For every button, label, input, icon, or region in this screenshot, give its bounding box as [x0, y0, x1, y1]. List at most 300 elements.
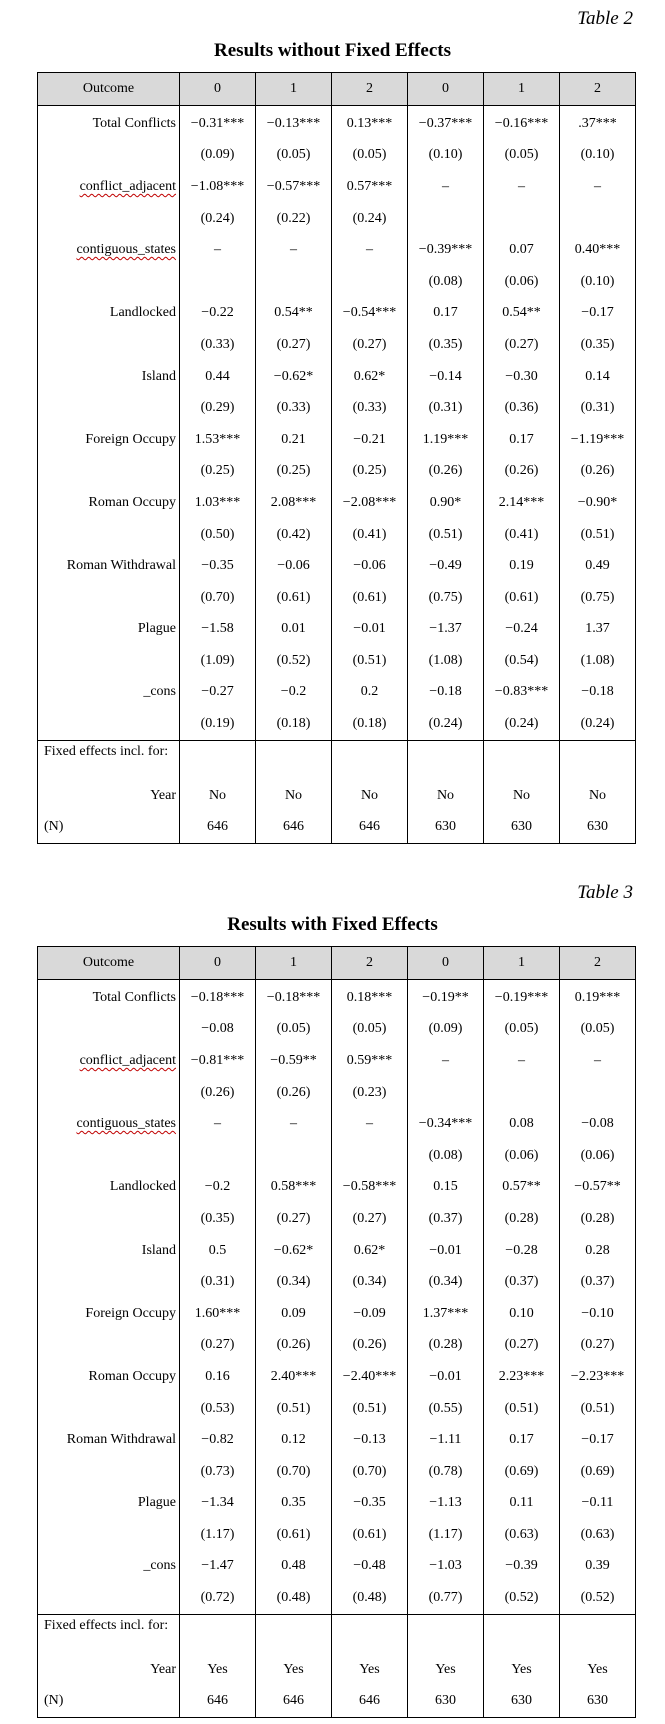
coefficient-cell: −0.59**: [256, 1045, 332, 1077]
std-error-cell: (0.08): [408, 1140, 484, 1172]
std-error-row: [38, 1519, 636, 1551]
std-error-cell: (0.51): [332, 645, 408, 677]
variable-label: Roman Occupy: [38, 487, 180, 519]
std-error-cell: (0.05): [256, 140, 332, 172]
n-cell: 630: [484, 1685, 560, 1717]
coefficient-cell: –: [560, 1045, 636, 1077]
std-error-cell: [560, 1077, 636, 1109]
variable-label: _cons: [38, 677, 180, 709]
std-error-cell: (0.52): [484, 1582, 560, 1614]
coefficient-cell: −0.34***: [408, 1108, 484, 1140]
header-cell: 2: [560, 73, 636, 106]
coefficient-cell: –: [332, 234, 408, 266]
std-error-cell: (0.27): [484, 329, 560, 361]
std-error-cell: (0.10): [408, 140, 484, 172]
coefficient-cell: −0.83***: [484, 677, 560, 709]
table-number: Table 3: [577, 882, 633, 903]
coefficient-cell: 0.17: [408, 298, 484, 330]
coefficient-cell: −0.54***: [332, 298, 408, 330]
header-cell: 1: [484, 73, 560, 106]
regression-table: [37, 946, 636, 1718]
variable-label-spacer: [38, 1519, 180, 1551]
std-error-cell: (0.75): [560, 582, 636, 614]
variable-label: _cons: [38, 1551, 180, 1583]
coefficient-row: [38, 1488, 636, 1520]
coefficient-cell: 0.09: [256, 1298, 332, 1330]
coefficient-cell: 0.35: [256, 1488, 332, 1520]
variable-label-spacer: [38, 456, 180, 488]
std-error-cell: (0.26): [256, 1077, 332, 1109]
std-error-row: [38, 519, 636, 551]
year-cell: Yes: [180, 1654, 256, 1686]
std-error-cell: (0.18): [332, 708, 408, 740]
coefficient-cell: −0.24: [484, 614, 560, 646]
variable-label-spacer: [38, 392, 180, 424]
header-cell: 2: [332, 947, 408, 980]
coefficient-cell: 0.28: [560, 1235, 636, 1267]
n-label: (N): [38, 1685, 180, 1717]
std-error-cell: (0.61): [332, 1519, 408, 1551]
std-error-cell: (0.10): [560, 140, 636, 172]
header-cell: 0: [408, 73, 484, 106]
std-error-cell: (0.73): [180, 1456, 256, 1488]
std-error-cell: (0.26): [332, 1330, 408, 1362]
variable-label-spacer: [38, 1456, 180, 1488]
coefficient-cell: −0.19***: [484, 980, 560, 1014]
coefficient-cell: −1.37: [408, 614, 484, 646]
std-error-cell: (0.31): [560, 392, 636, 424]
coefficient-cell: −0.35: [332, 1488, 408, 1520]
std-error-row: [38, 392, 636, 424]
std-error-cell: (1.08): [560, 645, 636, 677]
variable-label: Island: [38, 361, 180, 393]
std-error-row: [38, 203, 636, 235]
std-error-cell: (0.26): [484, 456, 560, 488]
std-error-cell: (0.26): [180, 1077, 256, 1109]
coefficient-cell: −0.19**: [408, 980, 484, 1014]
std-error-cell: (0.51): [560, 519, 636, 551]
coefficient-row: [38, 106, 636, 140]
std-error-cell: (0.33): [256, 392, 332, 424]
coefficient-row: [38, 424, 636, 456]
n-cell: 630: [484, 811, 560, 843]
std-error-cell: (0.77): [408, 1582, 484, 1614]
n-cell: 646: [180, 811, 256, 843]
n-cell: 630: [560, 1685, 636, 1717]
coefficient-cell: −2.23***: [560, 1361, 636, 1393]
std-error-cell: (0.52): [560, 1582, 636, 1614]
year-cell: No: [408, 780, 484, 812]
n-cell: 646: [256, 1685, 332, 1717]
std-error-cell: (0.63): [484, 1519, 560, 1551]
variable-label: Plague: [38, 1488, 180, 1520]
coefficient-cell: 0.57**: [484, 1172, 560, 1204]
variable-label: Foreign Occupy: [38, 1298, 180, 1330]
std-error-cell: (0.06): [560, 1140, 636, 1172]
std-error-cell: (0.51): [560, 1393, 636, 1425]
coefficient-cell: −0.17: [560, 298, 636, 330]
std-error-cell: (0.31): [180, 1266, 256, 1298]
coefficient-cell: 0.07: [484, 234, 560, 266]
variable-label: contiguous_states: [38, 234, 180, 266]
std-error-cell: (0.27): [484, 1330, 560, 1362]
header-cell: 2: [560, 947, 636, 980]
variable-label: Island: [38, 1235, 180, 1267]
coefficient-cell: 1.03***: [180, 487, 256, 519]
std-error-cell: (0.27): [180, 1330, 256, 1362]
coefficient-cell: 0.13***: [332, 106, 408, 140]
coefficient-cell: 0.62*: [332, 1235, 408, 1267]
coefficient-cell: −0.10: [560, 1298, 636, 1330]
std-error-cell: (0.27): [332, 1203, 408, 1235]
coefficient-cell: −0.27: [180, 677, 256, 709]
variable-label: Roman Occupy: [38, 1361, 180, 1393]
coefficient-cell: −0.30: [484, 361, 560, 393]
coefficient-cell: −1.34: [180, 1488, 256, 1520]
coefficient-cell: −0.22: [180, 298, 256, 330]
std-error-cell: (0.35): [560, 329, 636, 361]
std-error-cell: (0.51): [256, 1393, 332, 1425]
std-error-cell: (0.35): [408, 329, 484, 361]
year-cell: Yes: [256, 1654, 332, 1686]
coefficient-cell: −0.18***: [256, 980, 332, 1014]
coefficient-cell: 0.40***: [560, 234, 636, 266]
std-error-cell: [484, 1077, 560, 1109]
std-error-cell: (0.24): [484, 708, 560, 740]
std-error-cell: (0.28): [408, 1330, 484, 1362]
coefficient-cell: −0.82: [180, 1424, 256, 1456]
coefficient-row: [38, 361, 636, 393]
coefficient-row: [38, 1172, 636, 1204]
std-error-row: [38, 329, 636, 361]
coefficient-cell: −1.08***: [180, 171, 256, 203]
table-title: Results with Fixed Effects: [227, 914, 438, 935]
std-error-cell: (0.28): [560, 1203, 636, 1235]
coefficient-cell: 2.08***: [256, 487, 332, 519]
std-error-row: [38, 1014, 636, 1046]
std-error-cell: (1.17): [180, 1519, 256, 1551]
coefficient-cell: −0.49: [408, 550, 484, 582]
year-label: Year: [38, 780, 180, 812]
std-error-cell: (0.27): [560, 1330, 636, 1362]
coefficient-cell: −1.13: [408, 1488, 484, 1520]
coefficient-cell: −0.28: [484, 1235, 560, 1267]
header-cell: Outcome: [38, 947, 180, 980]
header-cell: Outcome: [38, 73, 180, 106]
coefficient-cell: −0.13***: [256, 106, 332, 140]
std-error-cell: (0.36): [484, 392, 560, 424]
coefficient-row: [38, 1045, 636, 1077]
coefficient-cell: 0.19***: [560, 980, 636, 1014]
variable-label-spacer: [38, 203, 180, 235]
coefficient-cell: −0.2: [180, 1172, 256, 1204]
std-error-cell: (0.61): [484, 582, 560, 614]
header-row: [38, 947, 636, 980]
std-error-cell: (0.05): [484, 140, 560, 172]
coefficient-row: [38, 1108, 636, 1140]
coefficient-row: [38, 487, 636, 519]
n-cell: 630: [408, 811, 484, 843]
std-error-row: [38, 1582, 636, 1614]
coefficient-cell: −0.06: [256, 550, 332, 582]
std-error-cell: (0.41): [332, 519, 408, 551]
coefficient-cell: −0.21: [332, 424, 408, 456]
variable-label-spacer: [38, 519, 180, 551]
variable-label: Landlocked: [38, 1172, 180, 1204]
coefficient-cell: −0.37***: [408, 106, 484, 140]
std-error-cell: (0.63): [560, 1519, 636, 1551]
fixed-effects-row: [38, 1614, 636, 1654]
std-error-cell: [560, 203, 636, 235]
coefficient-cell: −0.18***: [180, 980, 256, 1014]
coefficient-cell: 1.19***: [408, 424, 484, 456]
std-error-cell: [332, 1140, 408, 1172]
std-error-cell: (0.50): [180, 519, 256, 551]
coefficient-cell: 0.18***: [332, 980, 408, 1014]
variable-label-spacer: [38, 708, 180, 740]
n-cell: 646: [180, 1685, 256, 1717]
variable-label: Landlocked: [38, 298, 180, 330]
std-error-cell: (0.34): [408, 1266, 484, 1298]
coefficient-cell: –: [256, 234, 332, 266]
std-error-row: [38, 1266, 636, 1298]
std-error-cell: (0.55): [408, 1393, 484, 1425]
coefficient-cell: −0.13: [332, 1424, 408, 1456]
std-error-cell: [256, 266, 332, 298]
year-cell: Yes: [332, 1654, 408, 1686]
coefficient-cell: 0.57***: [332, 171, 408, 203]
coefficient-cell: −2.08***: [332, 487, 408, 519]
std-error-cell: (0.27): [256, 329, 332, 361]
std-error-cell: (0.10): [560, 266, 636, 298]
coefficient-cell: 0.19: [484, 550, 560, 582]
variable-label-spacer: [38, 1582, 180, 1614]
std-error-cell: (0.37): [408, 1203, 484, 1235]
std-error-cell: (0.42): [256, 519, 332, 551]
year-cell: No: [256, 780, 332, 812]
std-error-cell: (0.61): [256, 582, 332, 614]
coefficient-cell: 0.01: [256, 614, 332, 646]
coefficient-cell: 0.62*: [332, 361, 408, 393]
std-error-cell: (0.27): [332, 329, 408, 361]
coefficient-cell: −0.39***: [408, 234, 484, 266]
std-error-cell: [408, 203, 484, 235]
std-error-cell: (0.05): [484, 1014, 560, 1046]
std-error-cell: (0.70): [256, 1456, 332, 1488]
coefficient-cell: 0.10: [484, 1298, 560, 1330]
std-error-cell: (0.70): [180, 582, 256, 614]
std-error-cell: [332, 266, 408, 298]
std-error-cell: (0.09): [180, 140, 256, 172]
coefficient-cell: −0.18: [408, 677, 484, 709]
coefficient-row: [38, 234, 636, 266]
coefficient-cell: −1.19***: [560, 424, 636, 456]
coefficient-cell: 0.16: [180, 1361, 256, 1393]
coefficient-cell: −0.01: [408, 1235, 484, 1267]
std-error-cell: (0.78): [408, 1456, 484, 1488]
std-error-cell: (0.05): [256, 1014, 332, 1046]
coefficient-row: [38, 298, 636, 330]
header-cell: 1: [256, 73, 332, 106]
coefficient-cell: –: [484, 1045, 560, 1077]
std-error-cell: (1.08): [408, 645, 484, 677]
std-error-cell: (0.48): [256, 1582, 332, 1614]
coefficient-cell: 1.37***: [408, 1298, 484, 1330]
year-cell: Yes: [560, 1654, 636, 1686]
year-cell: Yes: [484, 1654, 560, 1686]
std-error-cell: (0.06): [484, 1140, 560, 1172]
std-error-cell: (1.17): [408, 1519, 484, 1551]
coefficient-cell: 0.12: [256, 1424, 332, 1456]
variable-label-spacer: [38, 1077, 180, 1109]
std-error-row: [38, 1456, 636, 1488]
std-error-cell: (0.25): [332, 456, 408, 488]
std-error-cell: (0.51): [408, 519, 484, 551]
std-error-cell: (0.06): [484, 266, 560, 298]
coefficient-row: [38, 171, 636, 203]
coefficient-cell: –: [560, 171, 636, 203]
coefficient-cell: 0.08: [484, 1108, 560, 1140]
n-cell: 646: [332, 1685, 408, 1717]
coefficient-cell: −0.81***: [180, 1045, 256, 1077]
coefficient-cell: −1.47: [180, 1551, 256, 1583]
coefficient-cell: 1.60***: [180, 1298, 256, 1330]
std-error-cell: (0.34): [332, 1266, 408, 1298]
coefficient-cell: 1.53***: [180, 424, 256, 456]
variable-label-spacer: [38, 1266, 180, 1298]
coefficient-cell: 0.90*: [408, 487, 484, 519]
std-error-cell: [484, 203, 560, 235]
variable-label-spacer: [38, 645, 180, 677]
std-error-cell: (0.54): [484, 645, 560, 677]
std-error-cell: (0.53): [180, 1393, 256, 1425]
coefficient-cell: 2.40***: [256, 1361, 332, 1393]
year-label: Year: [38, 1654, 180, 1686]
std-error-cell: (0.24): [560, 708, 636, 740]
coefficient-cell: 0.39: [560, 1551, 636, 1583]
coefficient-row: [38, 1235, 636, 1267]
variable-label-spacer: [38, 1014, 180, 1046]
std-error-cell: (0.25): [256, 456, 332, 488]
coefficient-cell: 0.17: [484, 424, 560, 456]
n-cell: 630: [560, 811, 636, 843]
coefficient-cell: −0.09: [332, 1298, 408, 1330]
coefficient-row: [38, 1551, 636, 1583]
coefficient-cell: 0.17: [484, 1424, 560, 1456]
std-error-cell: (0.26): [560, 456, 636, 488]
variable-label: conflict_adjacent: [38, 171, 180, 203]
coefficient-row: [38, 614, 636, 646]
coefficient-cell: −0.14: [408, 361, 484, 393]
coefficient-cell: −0.06: [332, 550, 408, 582]
year-cell: No: [484, 780, 560, 812]
coefficient-cell: −1.58: [180, 614, 256, 646]
header-cell: 0: [408, 947, 484, 980]
coefficient-cell: −2.40***: [332, 1361, 408, 1393]
std-error-row: [38, 645, 636, 677]
coefficient-cell: 0.11: [484, 1488, 560, 1520]
coefficient-cell: −0.35: [180, 550, 256, 582]
variable-label: Total Conflicts: [38, 980, 180, 1014]
std-error-row: [38, 582, 636, 614]
variable-label: Roman Withdrawal: [38, 1424, 180, 1456]
std-error-cell: (0.08): [408, 266, 484, 298]
coefficient-cell: 2.23***: [484, 1361, 560, 1393]
std-error-cell: [256, 1140, 332, 1172]
std-error-cell: (0.25): [180, 456, 256, 488]
std-error-cell: (0.22): [256, 203, 332, 235]
table-title: Results without Fixed Effects: [214, 40, 451, 61]
coefficient-cell: −0.58***: [332, 1172, 408, 1204]
year-cell: No: [332, 780, 408, 812]
coefficient-cell: −0.57**: [560, 1172, 636, 1204]
coefficient-cell: −1.11: [408, 1424, 484, 1456]
coefficient-cell: −0.18: [560, 677, 636, 709]
coefficient-cell: −0.90*: [560, 487, 636, 519]
coefficient-cell: –: [332, 1108, 408, 1140]
variable-label-spacer: [38, 329, 180, 361]
coefficient-cell: 0.5: [180, 1235, 256, 1267]
std-error-row: [38, 1077, 636, 1109]
coefficient-cell: 0.14: [560, 361, 636, 393]
header-row: [38, 73, 636, 106]
std-error-cell: (0.35): [180, 1203, 256, 1235]
std-error-cell: (0.75): [408, 582, 484, 614]
table-body: [38, 106, 636, 741]
std-error-cell: (0.69): [560, 1456, 636, 1488]
table-body: [38, 980, 636, 1615]
coefficient-cell: −0.62*: [256, 361, 332, 393]
std-error-cell: (0.51): [484, 1393, 560, 1425]
std-error-row: [38, 456, 636, 488]
year-cell: Yes: [408, 1654, 484, 1686]
coefficient-row: [38, 980, 636, 1014]
year-row: [38, 1654, 636, 1686]
n-cell: 630: [408, 1685, 484, 1717]
std-error-row: [38, 708, 636, 740]
year-row: [38, 780, 636, 812]
std-error-cell: (0.09): [408, 1014, 484, 1046]
std-error-cell: (0.26): [256, 1330, 332, 1362]
coefficient-cell: −0.31***: [180, 106, 256, 140]
std-error-row: [38, 1393, 636, 1425]
coefficient-cell: −0.17: [560, 1424, 636, 1456]
coefficient-cell: −0.48: [332, 1551, 408, 1583]
coefficient-cell: 0.15: [408, 1172, 484, 1204]
variable-label-spacer: [38, 1330, 180, 1362]
std-error-cell: [180, 266, 256, 298]
coefficient-cell: 0.59***: [332, 1045, 408, 1077]
coefficient-cell: 0.48: [256, 1551, 332, 1583]
coefficient-cell: −0.39: [484, 1551, 560, 1583]
coefficient-row: [38, 1361, 636, 1393]
fixed-effects-label: Fixed effects incl. for:: [38, 740, 180, 780]
std-error-cell: (0.61): [332, 582, 408, 614]
std-error-cell: (0.33): [180, 329, 256, 361]
coefficient-cell: .37***: [560, 106, 636, 140]
coefficient-cell: –: [484, 171, 560, 203]
coefficient-cell: −0.2: [256, 677, 332, 709]
std-error-cell: (0.52): [256, 645, 332, 677]
coefficient-cell: −0.11: [560, 1488, 636, 1520]
coefficient-row: [38, 677, 636, 709]
std-error-cell: [408, 1077, 484, 1109]
std-error-cell: (0.33): [332, 392, 408, 424]
std-error-cell: (0.05): [560, 1014, 636, 1046]
coefficient-cell: 0.54**: [484, 298, 560, 330]
variable-label: Total Conflicts: [38, 106, 180, 140]
variable-label: contiguous_states: [38, 1108, 180, 1140]
